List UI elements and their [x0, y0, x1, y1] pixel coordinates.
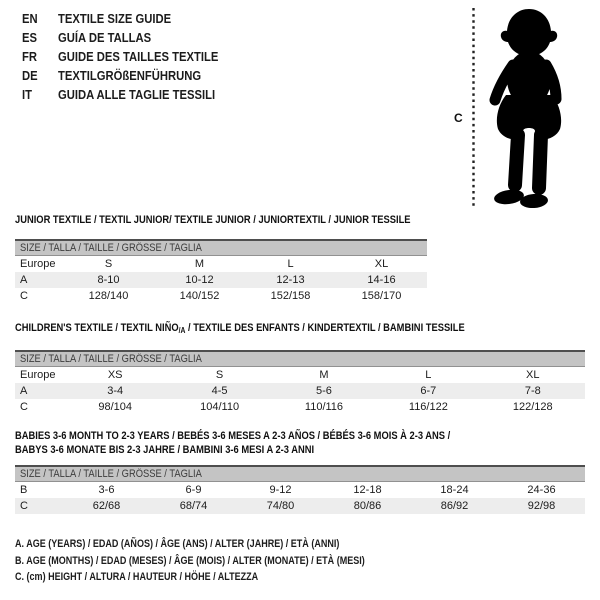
footnote-legend: [15, 536, 442, 586]
language-code: ES: [22, 31, 38, 45]
table-cell: S: [215, 369, 224, 381]
table-header-row: [15, 240, 427, 256]
table-cell: 68/74: [150, 498, 237, 514]
table-row-height: [15, 399, 585, 415]
table-cell: 80/86: [324, 498, 411, 514]
table-cell: 9-12: [269, 484, 292, 496]
table-row-europe: [15, 367, 585, 384]
language-label: GUIDE DES TAILLES TEXTILE: [58, 50, 219, 64]
language-row-es: [22, 29, 218, 48]
language-code: EN: [22, 12, 38, 26]
table-cell: 14-16: [336, 272, 427, 288]
table-cell: 4-5: [167, 383, 271, 399]
footnote-a: A. AGE (YEARS) / EDAD (AÑOS) / ÂGE (ANS) / ALTER (JAHRE) / ETÀ (ANNI): [15, 538, 340, 550]
table-row-months: [15, 482, 585, 499]
language-label: GUÍA DE TALLAS: [58, 31, 152, 45]
language-row-it: [22, 86, 218, 105]
language-label: TEXTILGRÖßENFÜHRUNG: [58, 69, 202, 83]
table-cell: 10-12: [154, 272, 245, 288]
size-header-cell: SIZE / TALLA / TAILLE / GRÖSSE / TAGLIA: [15, 351, 585, 367]
table-cell: 116/122: [408, 401, 448, 413]
table-cell: 86/92: [411, 498, 498, 514]
footnote-b: B. AGE (MONTHS) / EDAD (MESES) / ÂGE (MOIS) / ALTER (MONATE) / ETÀ (MESI): [15, 554, 365, 567]
row-label: C: [20, 290, 28, 302]
table-cell: 122/128: [512, 401, 553, 413]
table-cell: 128/140: [88, 290, 129, 302]
table-cell: 98/104: [98, 401, 133, 413]
table-cell: 104/110: [200, 401, 240, 413]
babies-size-table: [15, 465, 585, 514]
table-cell: 62/68: [63, 498, 150, 514]
table-row-age: [15, 272, 427, 288]
table-cell: 3-4: [63, 383, 167, 399]
table-cell: 110/116: [304, 401, 344, 413]
children-section-title: CHILDREN'S TEXTILE / TEXTIL NIÑO/A / TEXTILE DES ENFANTS / KINDERTEXTIL / BAMBINI TESSILE: [15, 322, 465, 335]
language-code: FR: [22, 50, 38, 64]
table-cell: L: [287, 258, 294, 270]
row-label: C: [20, 401, 28, 413]
language-title-list: [22, 10, 240, 105]
language-label: GUIDA ALLE TAGLIE TESSILI: [58, 88, 216, 102]
table-cell: 6-7: [376, 383, 480, 399]
babies-section-title: [15, 429, 450, 457]
table-cell: 92/98: [498, 498, 585, 514]
row-label: Europe: [20, 369, 56, 381]
babies-title-line2: BABYS 3-6 MONATE BIS 2-3 JAHRE / BAMBINI 3-6 MESI A 2-3 ANNI: [15, 444, 315, 456]
table-cell: M: [194, 258, 205, 270]
table-cell: 3-6: [98, 484, 115, 496]
table-row-age: [15, 383, 585, 399]
table-cell: 5-6: [272, 383, 376, 399]
table-cell: 24-36: [527, 484, 556, 496]
children-size-table: [15, 350, 585, 415]
table-cell: 18-24: [440, 484, 469, 496]
table-header-row: [15, 466, 585, 482]
table-row-height: [15, 498, 585, 514]
table-row-europe: [15, 256, 427, 273]
table-row-height: [15, 288, 427, 304]
baby-silhouette: [468, 7, 572, 209]
junior-size-table: [15, 239, 427, 304]
title-subscript: /A: [178, 326, 186, 335]
table-cell: 74/80: [237, 498, 324, 514]
table-cell: XS: [107, 369, 123, 381]
table-cell: 158/170: [361, 290, 402, 302]
babies-title-line1: BABIES 3-6 MONTH TO 2-3 YEARS / BEBÉS 3-6 MESES A 2-3 AÑOS / BÉBÉS 3-6 MOIS À 2-3 ANS /: [15, 430, 451, 442]
row-label: C: [15, 498, 63, 514]
language-label: TEXTILE SIZE GUIDE: [58, 12, 172, 26]
row-label: A: [15, 272, 63, 288]
junior-section-title: JUNIOR TEXTILE / TEXTIL JUNIOR/ TEXTILE JUNIOR / JUNIORTEXTIL / JUNIOR TESSILE: [15, 214, 411, 226]
table-cell: 8-10: [63, 272, 154, 288]
table-cell: M: [319, 369, 329, 381]
table-cell: 12-18: [353, 484, 382, 496]
table-cell: 6-9: [185, 484, 202, 496]
language-code: IT: [22, 88, 32, 102]
table-cell: L: [425, 369, 432, 381]
table-header-row: [15, 351, 585, 367]
table-cell: S: [104, 258, 113, 270]
table-cell: XL: [374, 258, 389, 270]
language-row-fr: [22, 48, 218, 67]
row-label: A: [15, 383, 63, 399]
table-cell: 152/158: [270, 290, 311, 302]
table-cell: 7-8: [481, 383, 585, 399]
table-cell: 12-13: [245, 272, 336, 288]
table-cell: XL: [526, 369, 540, 381]
footnote-c: C. (cm) HEIGHT / ALTURA / HAUTEUR / HÖHE / ALTEZZA: [15, 571, 259, 583]
size-header-cell: SIZE / TALLA / TAILLE / GRÖSSE / TAGLIA: [15, 240, 427, 256]
row-label: Europe: [20, 258, 56, 270]
row-label: B: [20, 484, 28, 496]
table-cell: 140/152: [179, 290, 220, 302]
language-code: DE: [22, 69, 38, 83]
language-row-de: [22, 67, 218, 86]
language-row-en: [22, 10, 218, 29]
size-header-cell: SIZE / TALLA / TAILLE / GRÖSSE / TAGLIA: [15, 466, 585, 482]
height-marker-label: C: [454, 111, 463, 125]
